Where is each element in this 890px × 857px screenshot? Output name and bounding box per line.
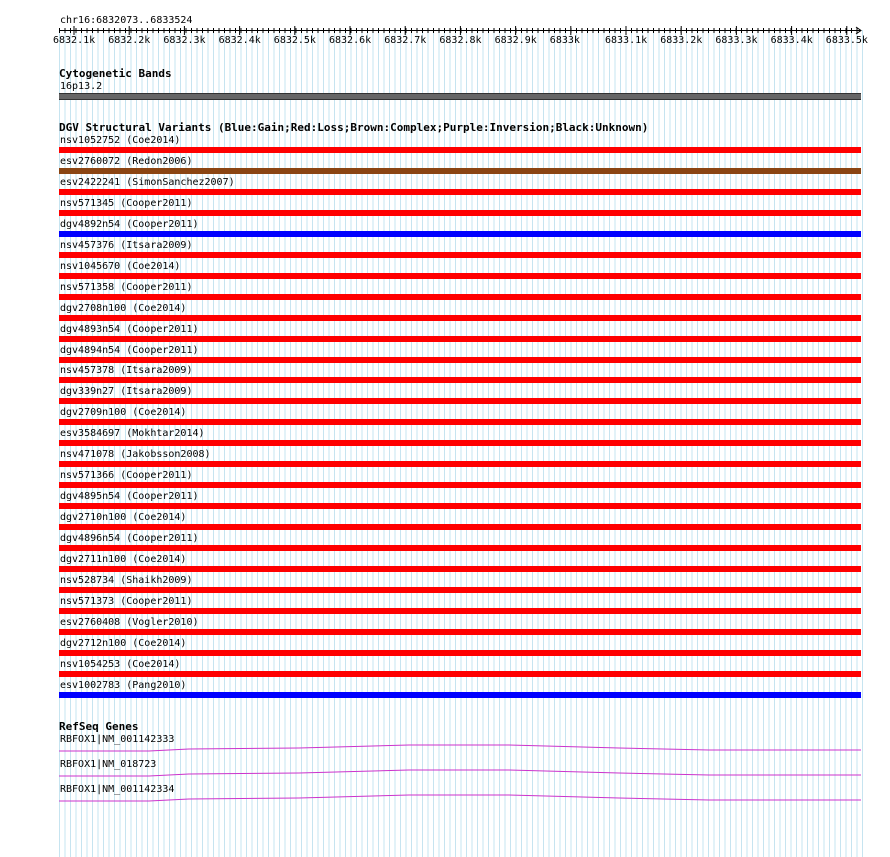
dgv-variant-bar-loss[interactable] [59,650,861,656]
dgv-variant-bar-loss[interactable] [59,608,861,614]
dgv-variant-bar-loss[interactable] [59,398,861,404]
dgv-variant-label[interactable] [60,303,186,314]
variant-id: dgv2710n100 [60,512,127,524]
variant-study: (Cooper2011) [120,197,193,209]
variant-id: esv2760072 [60,155,121,167]
variant-id: dgv4896n54 [60,533,121,545]
variant-id: dgv4892n54 [60,218,121,230]
refseq-gene-label[interactable]: RBFOX1|NM_001142333 [60,734,175,745]
refseq-gene-label[interactable]: RBFOX1|NM_001142334 [60,783,175,795]
dgv-variant-label[interactable] [60,156,192,167]
dgv-variant-label[interactable] [60,491,199,502]
dgv-variant-bar-loss[interactable] [59,503,861,509]
dgv-variant-bar-loss[interactable] [59,545,861,551]
variant-id: nsv1045670 [60,260,121,272]
dgv-variant-bar-loss[interactable] [59,273,861,279]
variant-id: dgv2708n100 [60,302,127,314]
dgv-variant-bar-loss[interactable] [59,189,861,195]
gene-structure-line [59,745,861,751]
variant-id: nsv571373 [60,595,115,607]
variant-id: nsv1054253 [60,658,121,670]
cytoband-label: 16p13.2 [60,81,103,92]
dgv-variant-label[interactable] [60,554,186,565]
dgv-variant-label[interactable] [60,261,180,272]
variant-study: (Itsara2009) [120,239,193,251]
variant-id: esv1002783 [60,679,121,691]
dgv-variant-label[interactable] [60,428,205,439]
variant-study: (Coe2014) [126,658,181,670]
refseq-gene-track[interactable] [59,742,861,752]
dgv-variant-bar-loss[interactable] [59,671,861,677]
dgv-variant-bar-loss[interactable] [59,566,861,572]
ruler-tick-label: 6832.7k [384,35,427,46]
dgv-variant-bar-loss[interactable] [59,419,861,425]
dgv-variant-label[interactable] [60,240,192,251]
variant-id: nsv457376 [60,239,115,251]
variant-study: (Itsara2009) [120,386,193,398]
variant-id: esv2760408 [60,616,121,628]
dgv-variant-bar-gain[interactable] [59,231,861,237]
variant-id: dgv2712n100 [60,637,127,649]
dgv-variant-label[interactable] [60,177,235,188]
refseq-gene-label[interactable]: RBFOX1|NM_018723 [60,758,157,770]
ruler-tick-label: 6832.3k [163,35,206,46]
variant-id: dgv2709n100 [60,407,127,419]
variant-study: (Coe2014) [132,407,187,419]
dgv-variant-bar-loss[interactable] [59,587,861,593]
ruler-tick-label: 6832.4k [218,35,261,46]
dgv-variant-label[interactable] [60,386,192,397]
dgv-variant-bar-loss[interactable] [59,294,861,300]
dgv-variant-label[interactable] [60,596,192,607]
variant-study: (Jakobsson2008) [120,449,211,461]
dgv-variant-bar-loss[interactable] [59,440,861,446]
variant-study: (Coe2014) [132,512,187,524]
variant-id: esv3584697 [60,428,121,440]
dgv-variant-bar-loss[interactable] [59,147,861,153]
dgv-variant-bar-loss[interactable] [59,524,861,530]
dgv-variant-label[interactable] [60,680,186,691]
dgv-variant-bar-loss[interactable] [59,357,861,363]
refseq-track-title: RefSeq Genes [59,720,139,733]
variant-id: nsv457378 [60,365,115,377]
dgv-variant-label[interactable] [60,512,186,523]
dgv-variant-bar-gain[interactable] [59,692,861,698]
dgv-variant-label[interactable] [60,470,192,481]
coordinate-label: chr16:6832073..6833524 [60,15,193,26]
ruler-tick-label: 6833.1k [605,35,648,46]
dgv-variant-bar-complex[interactable] [59,168,861,174]
variant-id: esv2422241 [60,176,121,188]
ruler-tick-label: 6833.2k [660,35,703,46]
variant-study: (Cooper2011) [126,491,199,503]
dgv-variant-bar-loss[interactable] [59,315,861,321]
ruler-tick-label: 6833.3k [715,35,758,46]
dgv-variant-bar-loss[interactable] [59,482,861,488]
dgv-variant-label[interactable] [60,575,192,586]
dgv-variant-label[interactable] [60,198,192,209]
ruler-tick-label: 6832.5k [273,35,316,46]
variant-study: (Pang2010) [126,679,187,691]
variant-study: (SimonSanchez2007) [126,176,235,188]
variant-id: nsv571366 [60,470,115,482]
variant-study: (Cooper2011) [126,218,199,230]
refseq-gene-track[interactable] [59,792,861,802]
ruler-tick-label: 6832.2k [108,35,151,46]
ruler-tick-label: 6832.9k [494,35,537,46]
dgv-variant-label[interactable] [60,219,199,230]
refseq-gene-track[interactable] [59,767,861,777]
dgv-variant-label[interactable] [60,659,180,670]
variant-id: nsv528734 [60,574,115,586]
ruler-tick-label: 6832.8k [439,35,482,46]
variant-id: nsv571358 [60,281,115,293]
variant-id: dgv4894n54 [60,344,121,356]
variant-id: nsv471078 [60,449,115,461]
variant-study: (Shaikh2009) [120,574,193,586]
variant-study: (Vogler2010) [126,616,199,628]
cytoband-bar[interactable] [59,93,861,100]
variant-study: (Cooper2011) [126,323,199,335]
cytoband-track-title: Cytogenetic Bands [59,67,172,80]
variant-id: dgv4893n54 [60,323,121,335]
dgv-variant-label[interactable] [60,282,192,293]
variant-id: dgv2711n100 [60,554,127,565]
variant-id: nsv1052752 [60,135,121,146]
variant-study: (Mokhtar2014) [126,428,205,440]
ruler-tick-label: 6832.1k [53,35,96,46]
variant-id: nsv571345 [60,197,115,209]
variant-study: (Coe2014) [132,637,187,649]
ruler-tick-label: 6833.4k [770,35,813,46]
ruler-tick-label: 6832.6k [329,35,372,46]
dgv-variant-bar-loss[interactable] [59,252,861,258]
ruler-tick-label: 6833.5k [825,35,868,46]
variant-study: (Itsara2009) [120,365,193,377]
variant-study: (Coe2014) [126,135,181,146]
variant-id: dgv4895n54 [60,491,121,503]
variant-study: (Coe2014) [132,302,187,314]
dgv-variant-label[interactable] [60,449,211,460]
dgv-variant-bar-loss[interactable] [59,377,861,383]
variant-study: (Cooper2011) [126,344,199,356]
variant-study: (Redon2006) [126,155,193,167]
dgv-variant-label[interactable] [60,324,199,335]
dgv-variant-label[interactable] [60,365,192,376]
dgv-track-title: DGV Structural Variants (Blue:Gain;Red:Loss;Brown:Complex;Purple:Inversion;Black:Unknown) [59,121,649,134]
variant-study: (Cooper2011) [120,281,193,293]
variant-study: (Coe2014) [126,260,181,272]
variant-study: (Cooper2011) [126,533,199,545]
dgv-variant-label[interactable] [60,407,186,418]
variant-study: (Cooper2011) [120,595,193,607]
dgv-variant-label[interactable] [60,533,199,544]
dgv-variant-label[interactable] [60,617,199,628]
ruler-axis[interactable] [0,0,890,40]
dgv-variant-label[interactable] [60,135,180,146]
gene-structure-line [59,770,861,776]
variant-study: (Coe2014) [132,554,187,565]
dgv-variant-bar-loss[interactable] [59,629,861,635]
dgv-variant-bar-loss[interactable] [59,336,861,342]
dgv-variant-label[interactable] [60,638,186,649]
ruler-tick-label: 6833k [549,35,580,46]
variant-study: (Cooper2011) [120,470,193,482]
variant-id: dgv339n27 [60,386,115,398]
dgv-variant-bar-loss[interactable] [59,461,861,467]
dgv-variant-label[interactable] [60,345,199,356]
dgv-variant-bar-loss[interactable] [59,210,861,216]
gene-structure-line [59,795,861,801]
